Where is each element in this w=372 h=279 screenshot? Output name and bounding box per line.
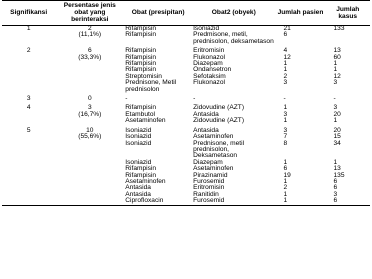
cell-cases: 15 (333, 133, 341, 141)
cell-patients: 2 (283, 72, 288, 80)
cell-patients: 4 (283, 47, 288, 55)
cell-drug: Rifampisin (125, 25, 157, 32)
cell-cases: 34 (333, 139, 341, 147)
drug-interaction-table (2, 0, 370, 206)
cell-cases: 3 (333, 190, 338, 198)
cell-patients: 1 (283, 104, 288, 112)
cell-patients: 12 (283, 53, 291, 61)
cell-percentage: (11,1%) (78, 31, 102, 39)
cell-significance (2, 32, 55, 45)
cell-percentage: 2 (87, 25, 92, 32)
cell-drug: Rifampisin (125, 104, 157, 112)
cell-drug2: - (193, 95, 196, 103)
cell-drug: Rifampisin (125, 53, 157, 61)
header-drug2: Obat2 (obyek) (192, 1, 275, 26)
cell-patients: 1 (283, 60, 288, 68)
cell-cases: 6 (325, 198, 370, 205)
cell-significance: 3 (26, 95, 31, 103)
cell-drug2: Antasida (193, 110, 219, 118)
cell-patients: 2 (283, 184, 288, 192)
cell-patients: 19 (283, 171, 291, 179)
cell-drug2: Furosemid (193, 177, 225, 185)
cell-drug: Prednisone, Metil prednisolon (125, 79, 177, 93)
cell-drug2: Diazepam (193, 158, 223, 166)
cell-drug2: Isoniazid (193, 25, 220, 32)
cell-patients: 1 (275, 198, 325, 205)
cell-significance: 5 (26, 126, 31, 134)
cell-cases: 6 (333, 177, 338, 185)
cell-drug: Isoniazid (125, 158, 152, 166)
cell-patients: 3 (283, 110, 288, 118)
cell-patients: 21 (283, 25, 291, 32)
cell-patients: 8 (283, 139, 288, 147)
cell-percentage: (16,7%) (78, 110, 102, 118)
cell-significance: 1 (26, 25, 31, 32)
cell-drug: Rifampisin (125, 66, 157, 74)
cell-cases: 20 (333, 126, 341, 134)
cell-drug: Isoniazid (125, 126, 152, 134)
cell-drug2: Asetaminofen (193, 165, 234, 173)
cell-drug2: Prednisone, metil prednisolon, Deksametason (193, 139, 245, 160)
cell-drug: Isoniazid (125, 139, 152, 147)
cell-drug2: Sefotaksim (193, 72, 226, 80)
cell-drug: Rifampisin (125, 165, 157, 173)
cell-drug2: Ondansetron (193, 66, 232, 74)
cell-patients: 7 (283, 133, 288, 141)
cell-significance (2, 80, 55, 93)
cell-cases: 1 (333, 66, 338, 74)
cell-patients: 1 (283, 158, 288, 166)
cell-cases: 1 (333, 60, 338, 68)
header-significance: Signifikansi (2, 1, 55, 26)
cell-drug: Etambutol (125, 110, 155, 118)
cell-cases (325, 32, 370, 45)
table-header-row (2, 1, 370, 26)
cell-drug2: Zidovudine (AZT) (193, 117, 245, 125)
cell-cases: 1 (333, 158, 338, 166)
header-cases: Jumlah kasus (325, 1, 370, 26)
cell-percentage (55, 198, 124, 205)
cell-cases: 60 (333, 53, 341, 61)
cell-patients: 3 (283, 126, 288, 134)
cell-cases: 12 (333, 72, 341, 80)
cell-drug: Antasida (125, 190, 151, 198)
cell-significance (2, 198, 55, 205)
cell-cases: 3 (333, 104, 338, 112)
cell-cases: 13 (333, 47, 341, 55)
cell-drug2: Pirazinamid (193, 171, 228, 179)
cell-percentage: 10 (86, 126, 94, 134)
cell-drug2: Antasida (193, 126, 219, 134)
cell-drug2: Flukonazol (193, 53, 225, 61)
cell-drug: Rifampisin (125, 31, 157, 39)
header-patients: Jumlah pasien (275, 1, 325, 26)
cell-significance: 4 (26, 104, 31, 112)
table-row (2, 80, 370, 93)
cell-percentage: (33,3%) (78, 53, 102, 61)
cell-drug: Streptomisin (125, 72, 162, 80)
cell-drug: Isoniazid (125, 133, 152, 141)
cell-percentage: 6 (87, 47, 92, 55)
cell-percentage (55, 80, 124, 93)
table-row (2, 198, 370, 205)
cell-drug2: Diazepam (193, 60, 223, 68)
cell-drug: Rifampisin (125, 171, 157, 179)
cell-drug: Ciprofloxacin (124, 198, 192, 205)
cell-drug: Rifampisin (125, 47, 157, 55)
cell-drug: - (125, 95, 128, 103)
cell-drug2: Ranitidin (193, 190, 219, 198)
cell-drug2: Flukonazol (193, 79, 225, 87)
table-row (2, 32, 370, 45)
cell-patients: 6 (283, 165, 288, 173)
cell-percentage (55, 141, 124, 160)
cell-patients: 1 (283, 177, 288, 185)
cell-percentage: 0 (87, 95, 92, 103)
cell-patients: 1 (283, 66, 288, 74)
cell-drug2: Eritromisin (193, 184, 225, 192)
cell-significance (2, 141, 55, 160)
cell-patients: 1 (283, 117, 288, 125)
cell-drug: Asetaminofen (125, 177, 166, 185)
cell-drug2: Zidovudine (AZT) (193, 104, 245, 112)
cell-cases: 20 (333, 110, 341, 118)
cell-cases: 6 (333, 184, 338, 192)
cell-drug2: Furosemid (192, 198, 275, 205)
header-drug: Obat (presipitan) (124, 1, 192, 26)
cell-significance: 2 (26, 47, 31, 55)
table-row (2, 141, 370, 160)
cell-cases: 13 (333, 165, 341, 173)
cell-percentage: 3 (87, 104, 92, 112)
cell-drug2: Predmisone, metil, prednisolon, deksametason (193, 31, 274, 45)
cell-cases: 135 (333, 171, 345, 179)
cell-cases: - (333, 95, 336, 103)
cell-drug2: Eritromisin (193, 47, 225, 55)
cell-drug2: Asetaminofen (193, 133, 234, 141)
cell-cases: 1 (333, 117, 338, 125)
cell-patients: 1 (283, 190, 288, 198)
cell-patients: 3 (283, 79, 288, 87)
cell-drug: Asetaminofen (125, 117, 166, 125)
cell-drug: Rifampisin (125, 60, 157, 68)
table-row (2, 26, 370, 33)
cell-cases: 133 (333, 25, 345, 32)
cell-patients: 6 (283, 31, 288, 39)
cell-percentage: (55,6%) (78, 133, 102, 141)
cell-cases: 3 (333, 79, 338, 87)
cell-patients: - (283, 95, 286, 103)
header-percentage: Persentase jenis obat yang berinteraksi (55, 1, 124, 26)
cell-drug: Antasida (125, 184, 151, 192)
